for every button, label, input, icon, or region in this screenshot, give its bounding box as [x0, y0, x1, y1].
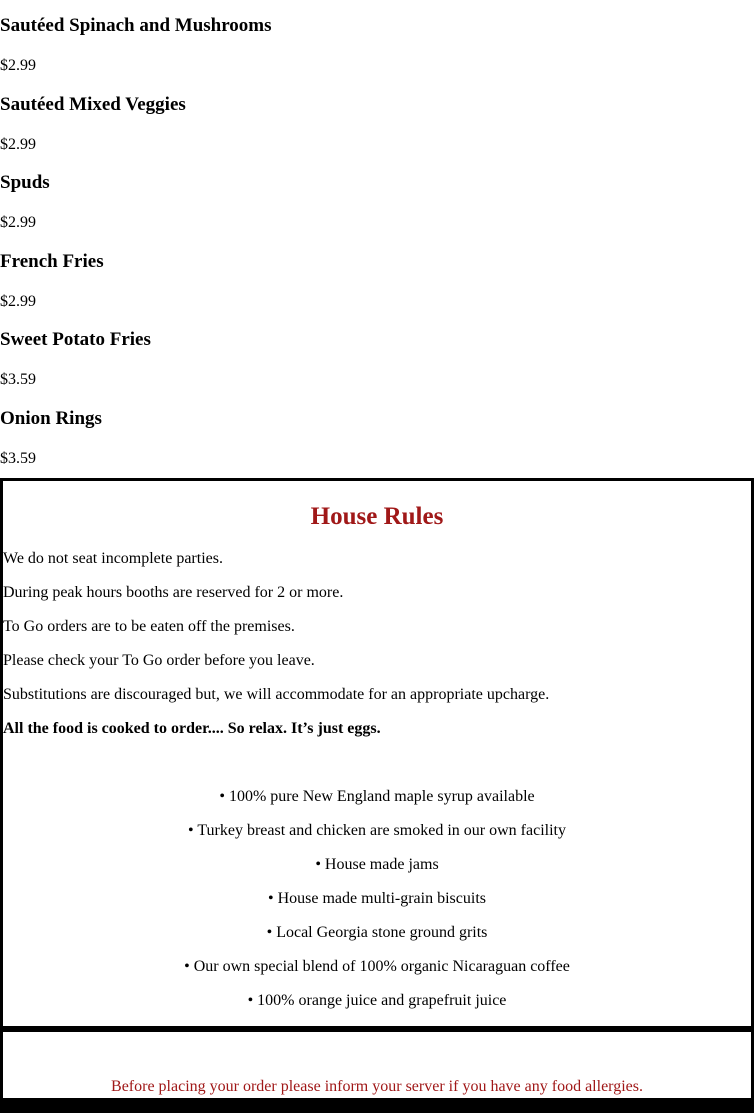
- menu-item-name: Sweet Potato Fries: [0, 329, 151, 351]
- house-rules-box: [0, 478, 754, 1029]
- feature-item: • Our own special blend of 100% organic Nicaraguan coffee: [184, 958, 570, 975]
- feature-item: • House made jams: [315, 856, 439, 873]
- menu-item-price: $2.99: [0, 135, 36, 153]
- menu-item: [0, 393, 754, 472]
- menu-item-name: Spuds: [0, 172, 50, 194]
- house-rule-emphasis: All the food is cooked to order.... So relax. It’s just eggs.: [3, 720, 381, 737]
- feature-item: • Turkey breast and chicken are smoked in our own facility: [188, 822, 566, 839]
- menu-item-name: Onion Rings: [0, 407, 102, 429]
- menu-item-name: Sautéed Spinach and Mushrooms: [0, 15, 272, 36]
- feature-item: • 100% orange juice and grapefruit juice: [247, 992, 507, 1009]
- feature-item: • Local Georgia stone ground grits: [266, 924, 488, 941]
- menu-item: [0, 236, 754, 315]
- menu-item-price: $2.99: [0, 214, 36, 232]
- house-rule: During peak hours booths are reserved for 2 or more.: [3, 584, 344, 601]
- feature-item: • 100% pure New England maple syrup available: [219, 788, 535, 805]
- house-rule: Please check your To Go order before you leave.: [3, 652, 315, 669]
- menu-item: [0, 79, 754, 158]
- house-rule: We do not seat incomplete parties.: [3, 550, 223, 567]
- menu-item: [0, 157, 754, 236]
- menu-item-price: $3.59: [0, 371, 36, 389]
- menu-item-list: [0, 0, 754, 472]
- bottom-bar: [0, 1098, 754, 1113]
- menu-item-price: $3.59: [0, 449, 36, 467]
- feature-item: • House made multi-grain biscuits: [267, 890, 486, 907]
- menu-item-name: Sautéed Mixed Veggies: [0, 93, 186, 115]
- menu-item-price: $2.99: [0, 57, 36, 74]
- house-rule: Substitutions are discouraged but, we will accommodate for an appropriate upcharge.: [3, 686, 550, 703]
- allergy-notice-box: [0, 1029, 754, 1107]
- menu-item-name: French Fries: [0, 250, 104, 272]
- allergy-note: Before placing your order please inform your server if you have any food allergies.: [111, 1078, 643, 1095]
- menu-item: [0, 0, 754, 79]
- house-rule: To Go orders are to be eaten off the premises.: [3, 618, 295, 635]
- menu-item: [0, 314, 754, 393]
- menu-item-price: $2.99: [0, 292, 36, 310]
- house-rules-title: House Rules: [310, 503, 444, 530]
